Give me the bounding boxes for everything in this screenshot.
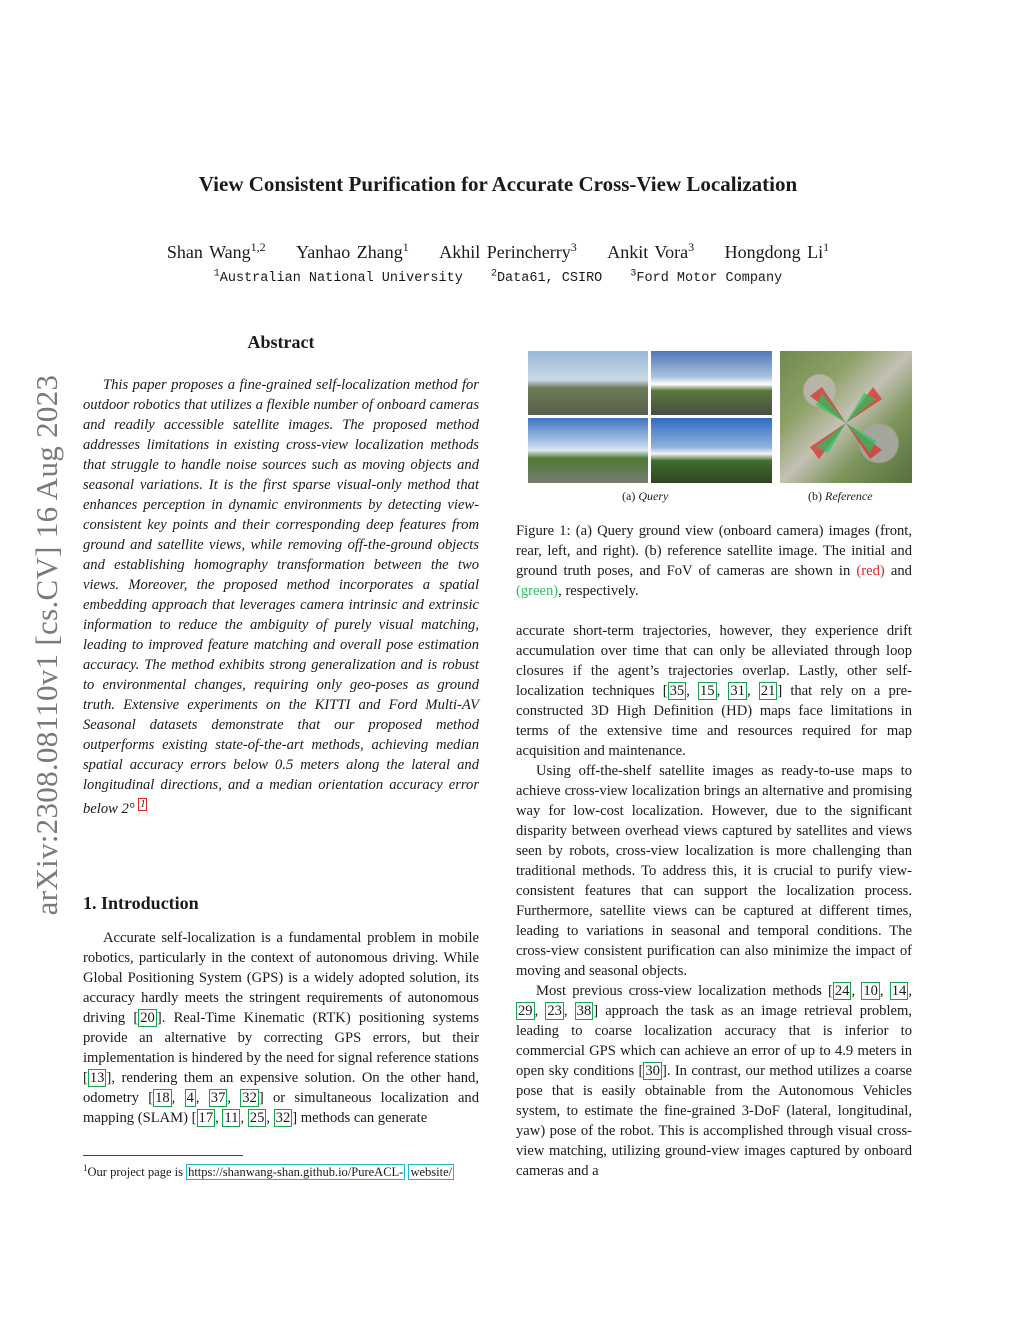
affiliation: $^2$Data61, CSIRO: [490, 268, 603, 286]
citation-link[interactable]: 4: [186, 1090, 194, 1106]
author-list: [100, 240, 896, 263]
author: Yanhao Zhang$^1$: [296, 240, 409, 262]
footnote: $^1$Our project page is https://shanwang-shan.github.io/PureACL- website/: [83, 1163, 453, 1180]
abstract-body: This paper proposes a fine-grained self-localization method for outdoor robotics that utilizes a flexible number of onboard cameras and readily accessible satellite images. The proposed method addresses limitations in existing cross-view localization methods that struggle to handle noise sources such as moving objects and seasonal variations. It is the first sparse visual-only method that enhances perception in dynamic environments by detecting view-consistent key points and their corresponding deep features from ground and satellite views, while removing off-the-ground objects and establishing homography transformation between the two views. Moreover, the proposed method incorporates a spatial embedding approach that leverages camera intrinsic and extrinsic information to reduce the ambiguity of purely visual matching, leading to improved feature matching and overall pose estimation accuracy. The method exhibits strong generalization and is robust to environmental changes, requiring only geo-poses as ground truth. Extensive experiments on the KITTI and Ford Multi-AV Seasonal datasets demonstrate that our proposed method outperforms existing state-of-the-art methods, achieving median spatial accuracy errors below 0.5 meters along the lateral and longitudinal directions, and a median orientation accuracy error below 2° $^1$: [83, 377, 479, 817]
affiliation-list: [100, 268, 896, 286]
project-page-link-cont[interactable]: website/: [410, 1165, 453, 1180]
citation-link[interactable]: 17: [198, 1110, 214, 1126]
citation-link[interactable]: 14: [891, 983, 907, 999]
citation-link[interactable]: 11: [224, 1110, 239, 1126]
citation-link[interactable]: 21: [760, 683, 776, 699]
affiliation: $^3$Ford Motor Company: [630, 268, 783, 286]
figure-caption: Figure 1: (a) Query ground view (onboard camera) images (front, rear, left, and right). (b) reference satellite image. The initial and ground truth poses, and FoV of cameras are shown in (red) and (green), respectively.: [516, 523, 912, 599]
citation-link[interactable]: 24: [834, 983, 850, 999]
citation-link[interactable]: 18: [155, 1090, 170, 1106]
subcaption-a: (a) Query: [622, 489, 669, 503]
arxiv-id: arXiv:2308.08110v1 [cs.CV] 16 Aug 2023: [29, 374, 64, 916]
citation-link[interactable]: 29: [518, 1003, 533, 1019]
intro-heading: 1. Introduction: [83, 893, 199, 913]
footnote-rule: [83, 1155, 243, 1156]
abstract-heading: Abstract: [247, 332, 315, 352]
arxiv-sidebar-stamp: [22, 345, 72, 945]
citation-link[interactable]: 13: [89, 1070, 105, 1086]
subcaption-b: (b) Reference: [808, 489, 873, 503]
satellite-reference-image: [780, 351, 912, 483]
affiliation: $^1$Australian National University: [213, 268, 463, 286]
right-camera-image: [651, 418, 772, 483]
citation-link[interactable]: 37: [210, 1090, 226, 1106]
citation-link[interactable]: 23: [547, 1003, 562, 1019]
citation-link[interactable]: 10: [863, 983, 878, 999]
front-camera-image: [528, 351, 648, 415]
paragraph: Using off-the-shelf satellite images as ready-to-use maps to achieve cross-view localization brings an alternative and promising way for low-cost localization. However, due to the significant disparity between overhead views captured by satellites and views seen by robots, cross-view localization is more challenging than traditional methods. To address this, it is crucial to purify view-consistent features that can support the localization process. Furthermore, satellite views can be captured at different times, leading to variations in seasonal and temporal conditions. The cross-view consistent purification can also minimize the impact of moving and seasonal objects.: [516, 763, 912, 979]
author: Ankit Vora$^3$: [607, 240, 695, 262]
author: Shan Wang$^{1,2}$: [166, 240, 266, 262]
citation-link[interactable]: 15: [700, 683, 715, 699]
rear-camera-image: [651, 351, 772, 415]
citation-link[interactable]: 38: [576, 1003, 592, 1019]
query-image-grid: [528, 351, 772, 483]
intro-body: Accurate self-localization is a fundamental problem in mobile robotics, particularly in the context of autonomous driving. While Global Positioning System (GPS) is a widely adopted solution, its accuracy hardly meets the stringent requirements of autonomous driving [ 20 ]. Real-Time Kinematic (RTK) positioning systems provide an alternative by correcting GPS errors, but their implementation is hindered by the need for signal reference stations [ 13 ], rendering them an expensive solution. On the other hand, odometry [ 18 , 4 , 37 , 32 ] or simultaneous localization and mapping (SLAM) [ 17 , 11 , 25 , 32 ] methods can generate: [83, 930, 480, 1126]
citation-link[interactable]: 20: [140, 1010, 155, 1026]
citation-link[interactable]: 32: [242, 1090, 257, 1106]
citation-link[interactable]: 30: [645, 1063, 660, 1079]
paper-title: View Consistent Purification for Accurate Cross-View Localization: [198, 172, 798, 196]
citation-link[interactable]: 25: [249, 1110, 265, 1126]
citation-link[interactable]: 32: [275, 1110, 291, 1126]
author: Akhil Perincherry$^3$: [439, 240, 577, 262]
left-camera-image: [528, 418, 648, 483]
citation-link[interactable]: 31: [730, 683, 745, 699]
right-column-body: accurate short-term trajectories, however, they experience drift accumulation over time that can only be alleviated through loop closures if the agent’s trajectories overlap. Lastly, other self-localization techniques [ 35 , 15 , 31 , 21 ] that rely on a pre-constructed 3D High Definition (HD) maps face limitations in terms of the extensive time and resources required for map acquisition and maintenance. Using off-the-shelf satellite images as ready-to-use maps to achieve cross-view localization brings an alternative and promising way for low-cost localization. However, due to the significant disparity between overhead views captured by satellites and views seen by robots, cross-view localization is more challenging than traditional methods. To address this, it is crucial to purify view-consistent features that can support the localization process. Furthermore, satellite views can be captured at different times, leading to variations in seasonal and temporal conditions. The cross-view consistent purification can also minimize the impact of moving and seasonal objects. Most previous cross-view localization methods [ 24 , 10 , 14 , 29 , 23 , 38 ] approach the task as an image retrieval problem, leading to coarse localization accuracy that is inferior to commercial GPS which can achieve an error of up to 4.9 meters in open sky conditions [ 30 ]. In contrast, our method utilizes a coarse pose that is easily obtainable from the Autonomous Vehicles system, to estimate the fine-grained 3-DoF (lateral, longitudinal, yaw) pose of the robot. This is accomplished through visual cross-view matching, utilizing ground-view images captured by onboard cameras and a: [516, 623, 913, 1179]
footnote-link[interactable]: 1: [140, 799, 146, 810]
citation-link[interactable]: 35: [669, 683, 685, 699]
author: Hongdong Li$^1$: [724, 240, 830, 262]
project-page-link[interactable]: https://shanwang-shan.github.io/PureACL-: [188, 1165, 404, 1180]
